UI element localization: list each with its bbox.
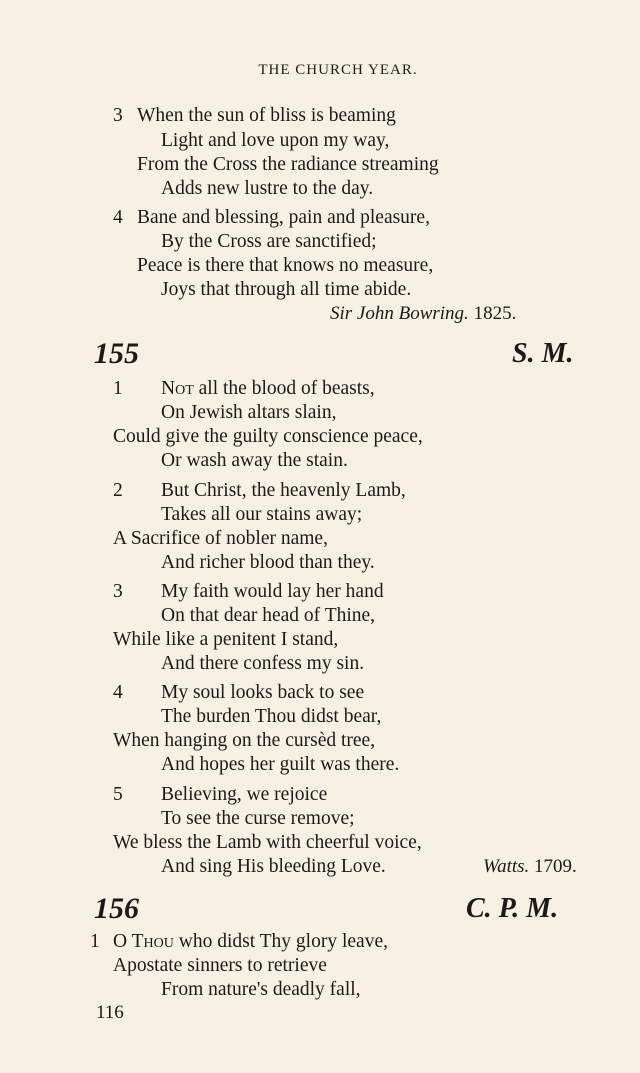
verse-line: But Christ, the heavenly Lamb,	[161, 480, 406, 501]
verse-line: Light and love upon my way,	[161, 130, 390, 151]
hymn-meter: C. P. M.	[466, 893, 559, 924]
verse-line: And sing His bleeding Love.	[161, 856, 386, 877]
verse-line: A Sacrifice of nobler name,	[113, 528, 328, 549]
verse-line: From nature's deadly fall,	[161, 979, 361, 1000]
attribution	[483, 855, 577, 879]
verse-line-rest: who didst Thy glory leave,	[178, 931, 388, 952]
author-name: Sir John Bowring.	[330, 303, 469, 324]
stanza-number: 3	[113, 581, 123, 602]
verse-line: When hanging on the cursèd tree,	[113, 730, 376, 751]
verse-line: While like a penitent I stand,	[113, 629, 339, 650]
verse-line: Apostate sinners to retrieve	[113, 955, 327, 976]
verse-line: My soul looks back to see	[161, 682, 365, 703]
verse-line: And there confess my sin.	[161, 653, 365, 674]
verse-line: And hopes her guilt was there.	[161, 754, 400, 775]
verse-line-rest: all the blood of beasts,	[198, 378, 375, 399]
first-word: Not	[161, 378, 194, 399]
verse-line: We bless the Lamb with cheerful voice,	[113, 832, 422, 853]
verse-line: On Jewish altars slain,	[161, 402, 337, 423]
verse-line: Could give the guilty conscience peace,	[113, 426, 423, 447]
verse-line: Peace is there that knows no measure,	[137, 255, 434, 276]
verse-line	[113, 930, 388, 954]
attribution-year: 1709.	[534, 856, 577, 877]
verse-line: Joys that through all time abide.	[161, 279, 412, 300]
stanza-number: 4	[113, 682, 123, 703]
hymn-meter: S. M.	[512, 338, 574, 369]
stanza-number: 4	[113, 207, 123, 228]
running-head: THE CHURCH YEAR.	[258, 62, 418, 78]
stanza-number: 3	[113, 105, 123, 126]
stanza-number: 5	[113, 784, 123, 805]
verse-line: And richer blood than they.	[161, 552, 375, 573]
verse-line: The burden Thou didst bear,	[161, 706, 382, 727]
verse-line: Or wash away the stain.	[161, 450, 348, 471]
verse-line: Takes all our stains away;	[161, 504, 363, 525]
verse-line: Adds new lustre to the day.	[161, 178, 374, 199]
verse-line: Bane and blessing, pain and pleasure,	[137, 207, 430, 228]
verse-line: My faith would lay her hand	[161, 581, 384, 602]
verse-line: Believing, we rejoice	[161, 784, 328, 805]
stanza-number: 1	[113, 378, 123, 399]
hymn-number: 156	[94, 892, 139, 925]
verse-line	[161, 377, 375, 401]
stanza-number: 2	[113, 480, 123, 501]
author-name: Watts.	[483, 856, 530, 877]
verse-line: From the Cross the radiance streaming	[137, 154, 439, 175]
attribution	[330, 302, 516, 326]
page-number: 116	[96, 1002, 124, 1023]
verse-line: By the Cross are sanctified;	[161, 231, 377, 252]
verse-line: To see the curse remove;	[161, 808, 355, 829]
first-word: O Thou	[113, 931, 174, 952]
stanza-number: 1	[90, 931, 100, 952]
attribution-year: 1825.	[473, 303, 517, 324]
verse-line: When the sun of bliss is beaming	[137, 105, 396, 126]
verse-line: On that dear head of Thine,	[161, 605, 376, 626]
hymn-number: 155	[94, 337, 139, 370]
